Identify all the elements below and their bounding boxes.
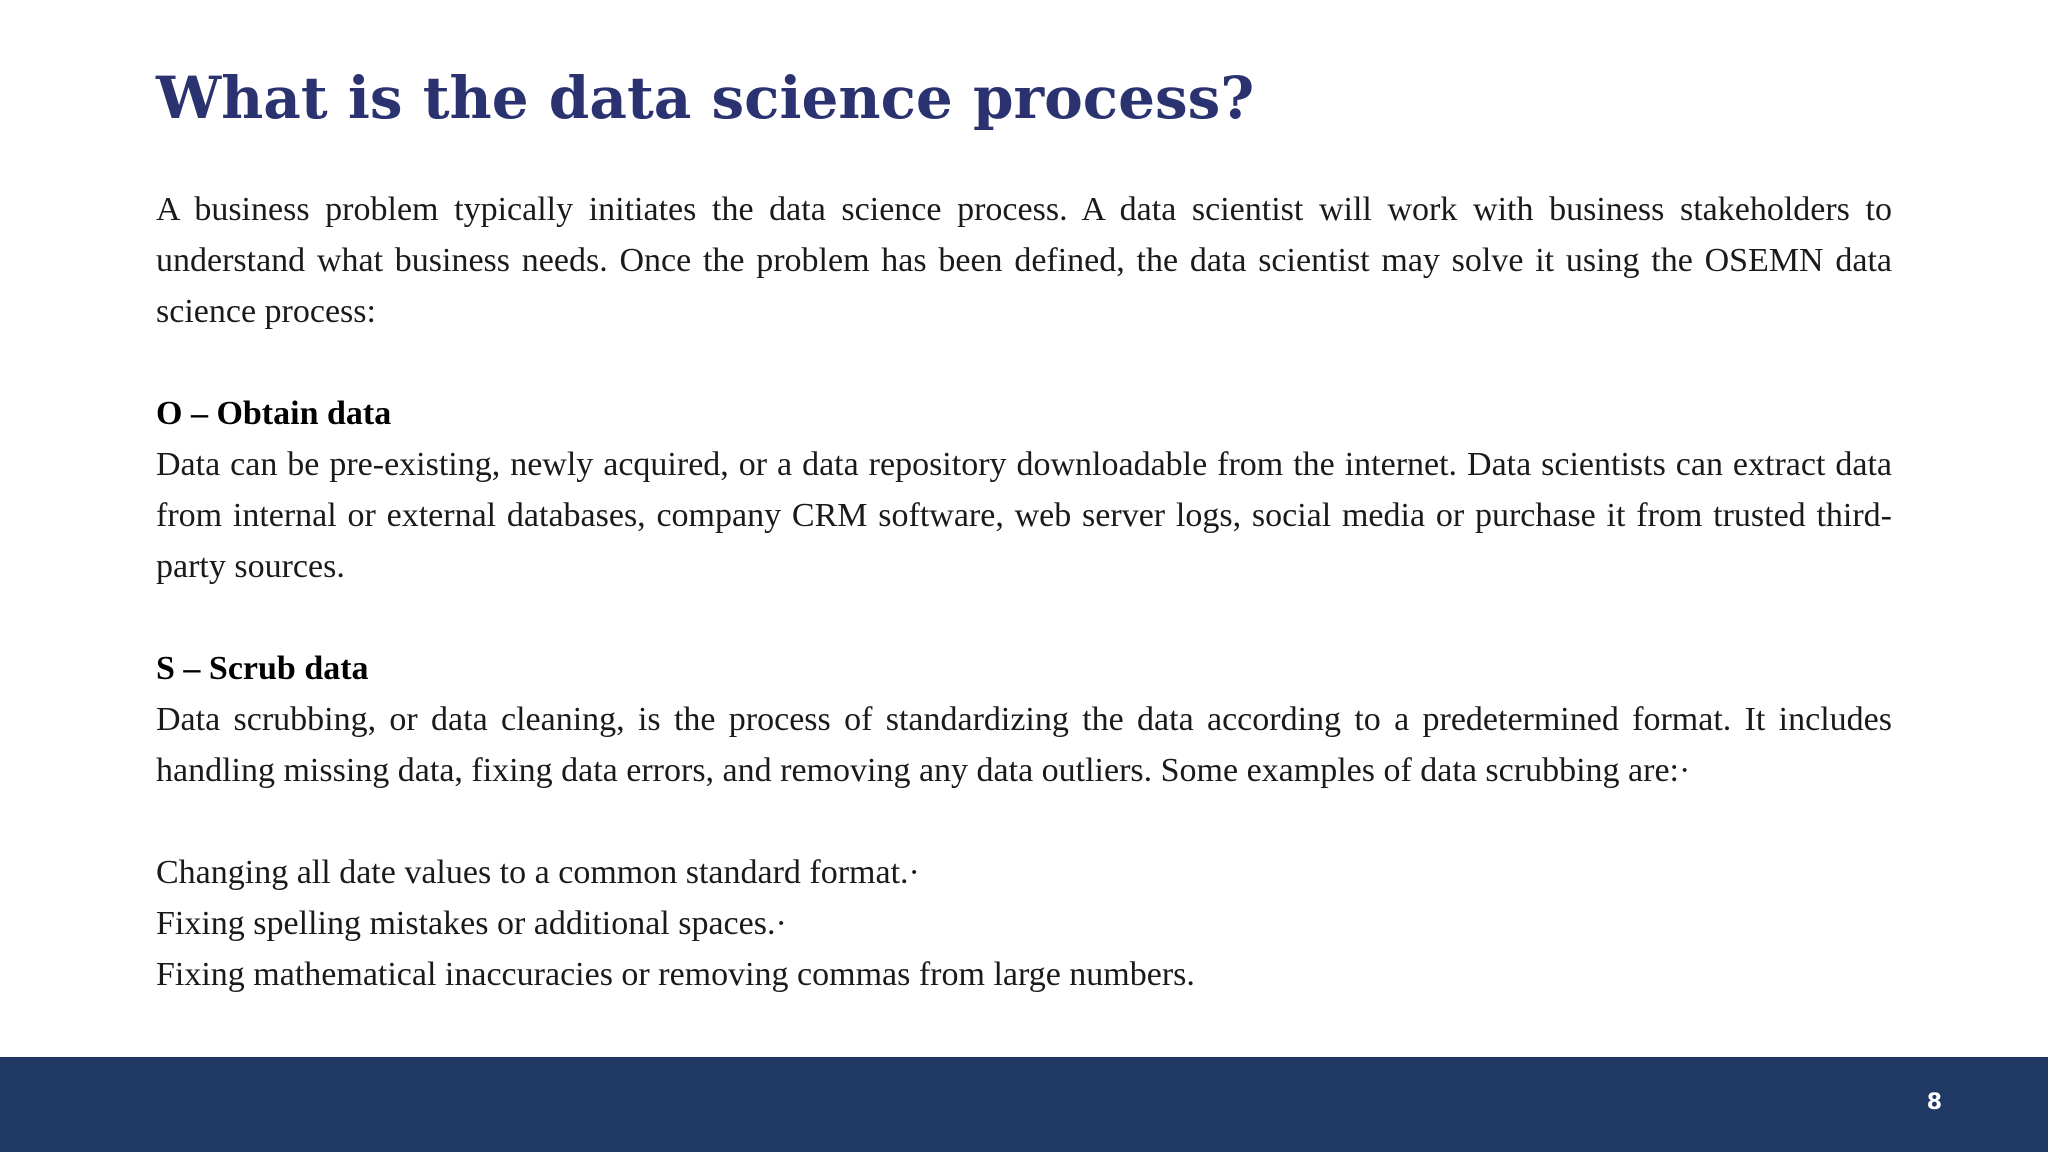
slide-content [156,184,1892,1000]
intro-paragraph: A business problem typically initiates the data science process. A data scientist will work with business stakeholders to understand what business needs. Once the problem has been defined, the data scientist may solve it using the OSEMN data science process: [156,191,1892,330]
page-number: 8 [1926,1090,1942,1115]
section-body-obtain: Data can be pre-existing, newly acquired, or a data repository downloadable from the internet. Data scientists can extract data from internal or external databases, company CRM software, web server logs, social media or purchase it from trusted third-party sources. [156,446,1892,585]
spacer [156,337,1892,388]
example-line: Fixing mathematical inaccuracies or removing commas from large numbers. [156,956,1195,993]
example-line: Changing all date values to a common standard format.· [156,854,920,891]
spacer [156,592,1892,643]
section-heading-scrub: S – Scrub data [156,650,369,687]
section-heading-obtain: O – Obtain data [156,395,392,432]
spacer [156,796,1892,847]
slide-title: What is the data science process? [156,64,1255,132]
footer-bar [0,1057,2048,1152]
example-line: Fixing spelling mistakes or additional spaces.· [156,905,787,942]
section-body-scrub: Data scrubbing, or data cleaning, is the process of standardizing the data according to a predetermined format. It includes handling missing data, fixing data errors, and removing any data outliers. Some examples of data scrubbing are:· [156,701,1892,789]
